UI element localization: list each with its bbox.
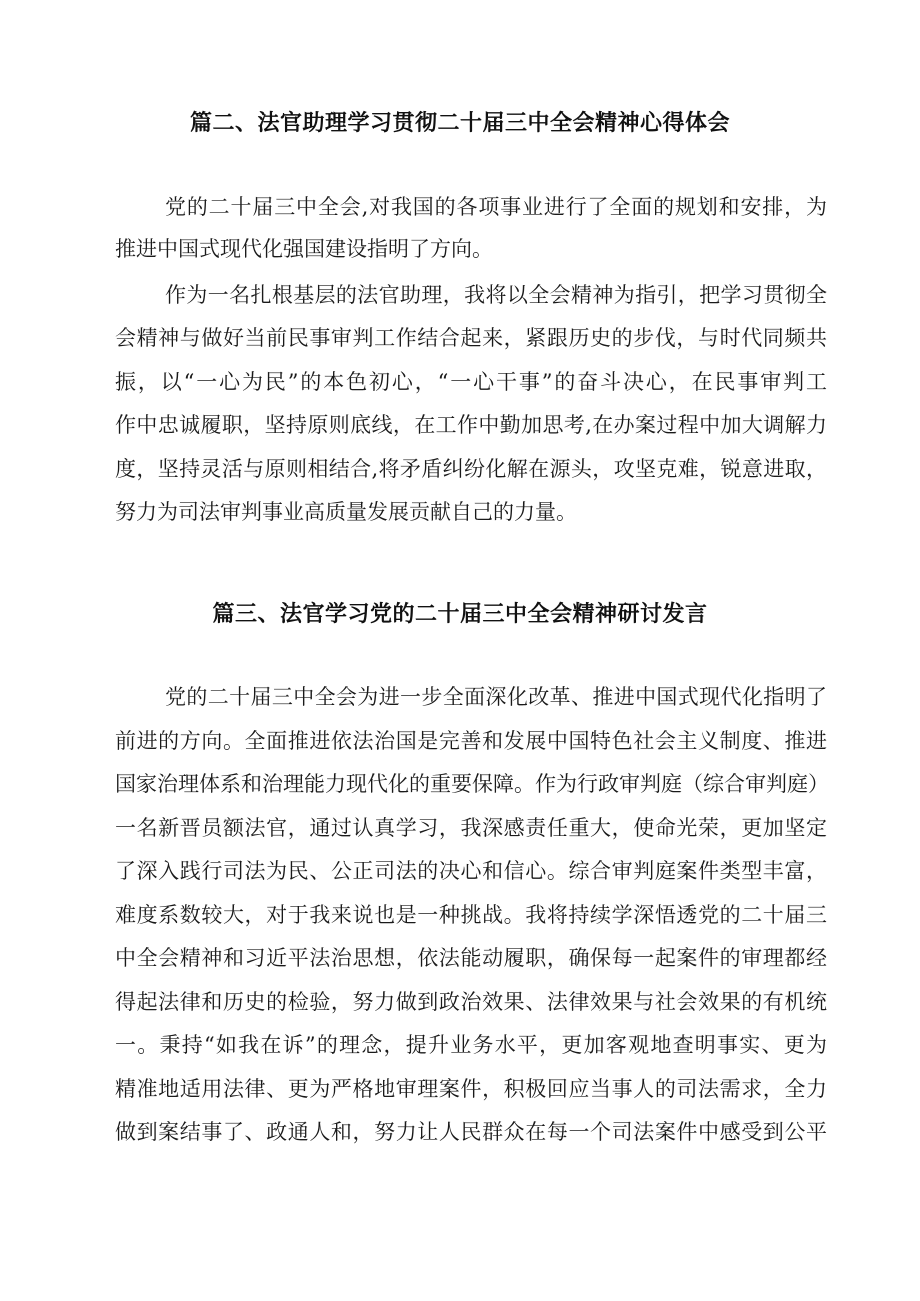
paragraph-line: 振，以“一心为民”的本色初心，“一心干事”的奋斗决心，在民事审判工: [115, 370, 827, 394]
section-heading-3: 篇三、法官学习党的二十届三中全会精神研讨发言: [212, 602, 708, 627]
paragraph-line: 努力为司法审判事业高质量发展贡献自己的力量。: [115, 500, 577, 524]
paragraph-line: 中全会精神和习近平法治思想，依法能动履职，确保每一起案件的审理都经: [115, 946, 827, 970]
paragraph-line: 精准地适用法律、更为严格地审理案件，积极回应当事人的司法需求，全力: [115, 1077, 827, 1101]
paragraph-line: 推进中国式现代化强国建设指明了方向。: [115, 237, 493, 261]
paragraph-line: 做到案结事了、政通人和，努力让人民群众在每一个司法案件中感受到公平: [115, 1120, 827, 1144]
paragraph-line: 党的二十届三中全会,对我国的各项事业进行了全面的规划和安排，为: [165, 195, 827, 219]
paragraph-line: 作为一名扎根基层的法官助理，我将以全会精神为指引，把学习贯彻全: [165, 283, 827, 307]
paragraph-line: 得起法律和历史的检验，努力做到政治效果、法律效果与社会效果的有机统: [115, 990, 827, 1014]
section-heading-2: 篇二、法官助理学习贯彻二十届三中全会精神心得体会: [189, 111, 730, 136]
paragraph-line: 党的二十届三中全会为进一步全面深化改革、推进中国式现代化指明了: [165, 685, 827, 709]
paragraph-line: 会精神与做好当前民事审判工作结合起来，紧跟历史的步伐，与时代同频共: [115, 326, 827, 350]
paragraph-line: 国家治理体系和治理能力现代化的重要保障。作为行政审判庭（综合审判庭）: [115, 772, 829, 796]
paragraph-line: 一。秉持“如我在诉”的理念，提升业务水平，更加客观地查明事实、更为: [115, 1033, 827, 1057]
paragraph-line: 了深入践行司法为民、公正司法的决心和信心。综合审判庭案件类型丰富，: [115, 859, 827, 883]
paragraph-line: 作中忠诚履职，坚持原则底线，在工作中勤加思考,在办案过程中加大调解力: [115, 413, 827, 437]
paragraph-line: 度，坚持灵活与原则相结合,将矛盾纠纷化解在源头，攻坚克难，锐意进取，: [115, 457, 827, 481]
paragraph-line: 一名新晋员额法官，通过认真学习，我深感责任重大，使命光荣，更加坚定: [115, 816, 827, 840]
paragraph-line: 前进的方向。全面推进依法治国是完善和发展中国特色社会主义制度、推进: [115, 729, 827, 753]
paragraph-line: 难度系数较大，对于我来说也是一种挑战。我将持续学深悟透党的二十届三: [115, 903, 827, 927]
